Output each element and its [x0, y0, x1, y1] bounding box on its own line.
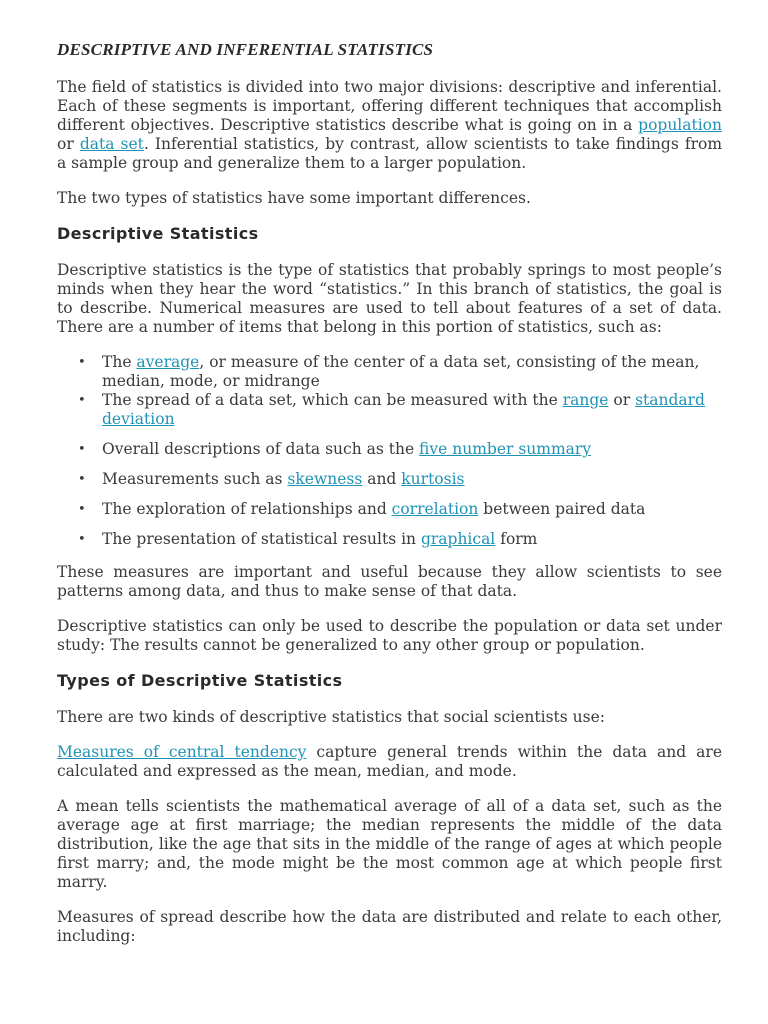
mean-paragraph: A mean tells scientists the mathematical average of all of a data set, such as the average age at first marriage; the median represents the middle of the data distribution, like the age that sits in the middle of the range of ages at which people first marry; and, the mode might be the most common age at which people first marry.: [57, 797, 722, 891]
list-item-presentation: [78, 530, 722, 549]
list-item-overall: [78, 440, 722, 459]
list-text: and: [362, 470, 402, 488]
bullet-icon: •: [78, 393, 86, 408]
population-link[interactable]: population: [638, 116, 722, 134]
standard-deviation-link[interactable]: standard deviation: [102, 391, 705, 428]
bullet-icon: •: [78, 532, 86, 547]
descriptive-items-list: [57, 353, 722, 549]
list-item-spread: [78, 391, 722, 429]
document-title: DESCRIPTIVE AND INFERENTIAL STATISTICS: [57, 40, 434, 59]
types-of-descriptive-statistics-heading: Types of Descriptive Statistics: [57, 671, 343, 690]
list-text: form: [495, 530, 538, 548]
list-text: The spread of a data set, which can be measured with the: [102, 391, 563, 409]
list-text: The exploration of relationships and: [102, 500, 392, 518]
intro-or: or: [57, 135, 80, 153]
kinds-paragraph: There are two kinds of descriptive statistics that social scientists use:: [57, 708, 606, 726]
graphical-link[interactable]: graphical: [420, 530, 496, 548]
correlation-link[interactable]: correlation: [391, 500, 479, 518]
central-tendency-paragraph: [57, 743, 722, 781]
types-intro-paragraph: The two types of statistics have some important differences.: [57, 189, 531, 207]
intro-text-2: . Inferential statistics, by contrast, allow scientists to take findings from a sample group and generalize them to a larger population.: [57, 135, 723, 172]
list-item-measurements: [78, 470, 722, 489]
bullet-icon: •: [78, 442, 86, 457]
intro-text-1: The field of statistics is divided into two major divisions: descriptive and inferential. Each of these segments is important, offering different techniques that accomplish different objectives. Descriptive statistics describe what is going on in a: [57, 78, 722, 134]
list-item-exploration: [78, 500, 722, 519]
descriptive-paragraph: Descriptive statistics is the type of statistics that probably springs to most people’s minds when they hear the word “statistics.” In this branch of statistics, the goal is to describe. Numerical measures are used to tell about features of a set of data. There are a number of items that belong in this portion of statistics, such as:: [57, 261, 722, 336]
range-link[interactable]: range: [562, 391, 609, 409]
list-item-average: [78, 353, 722, 391]
list-text: The presentation of statistical results in: [102, 530, 421, 548]
list-text: Overall descriptions of data such as the: [102, 440, 420, 458]
data-set-link[interactable]: data set: [79, 135, 144, 153]
bullet-icon: •: [78, 502, 86, 517]
list-text: between paired data: [478, 500, 646, 518]
list-text: , or measure of the center of a data set, consisting of the mean, median, mode, or midrange: [102, 353, 700, 390]
central-tendency-text: capture general trends within the data and are calculated and expressed as the mean, median, and mode.: [57, 743, 722, 780]
bullet-icon: •: [78, 355, 86, 370]
intro-paragraph: [57, 78, 722, 173]
average-link[interactable]: average: [136, 353, 200, 371]
list-text: or: [608, 391, 636, 409]
list-text: The: [102, 353, 137, 371]
kurtosis-link[interactable]: kurtosis: [401, 470, 465, 488]
bullet-icon: •: [78, 472, 86, 487]
spread-paragraph: Measures of spread describe how the data are distributed and relate to each other, including:: [57, 908, 722, 945]
measures-paragraph: These measures are important and useful because they allow scientists to see patterns among data, and thus to make sense of that data.: [57, 563, 722, 600]
measures-of-central-tendency-link[interactable]: Measures of central tendency: [57, 743, 307, 761]
limits-paragraph: Descriptive statistics can only be used to describe the population or data set under study: The results cannot be generalized to any other group or population.: [57, 617, 722, 654]
five-number-summary-link[interactable]: five number summary: [419, 440, 592, 458]
list-text: Measurements such as: [102, 470, 288, 488]
descriptive-statistics-heading: Descriptive Statistics: [57, 224, 259, 243]
skewness-link[interactable]: skewness: [287, 470, 363, 488]
